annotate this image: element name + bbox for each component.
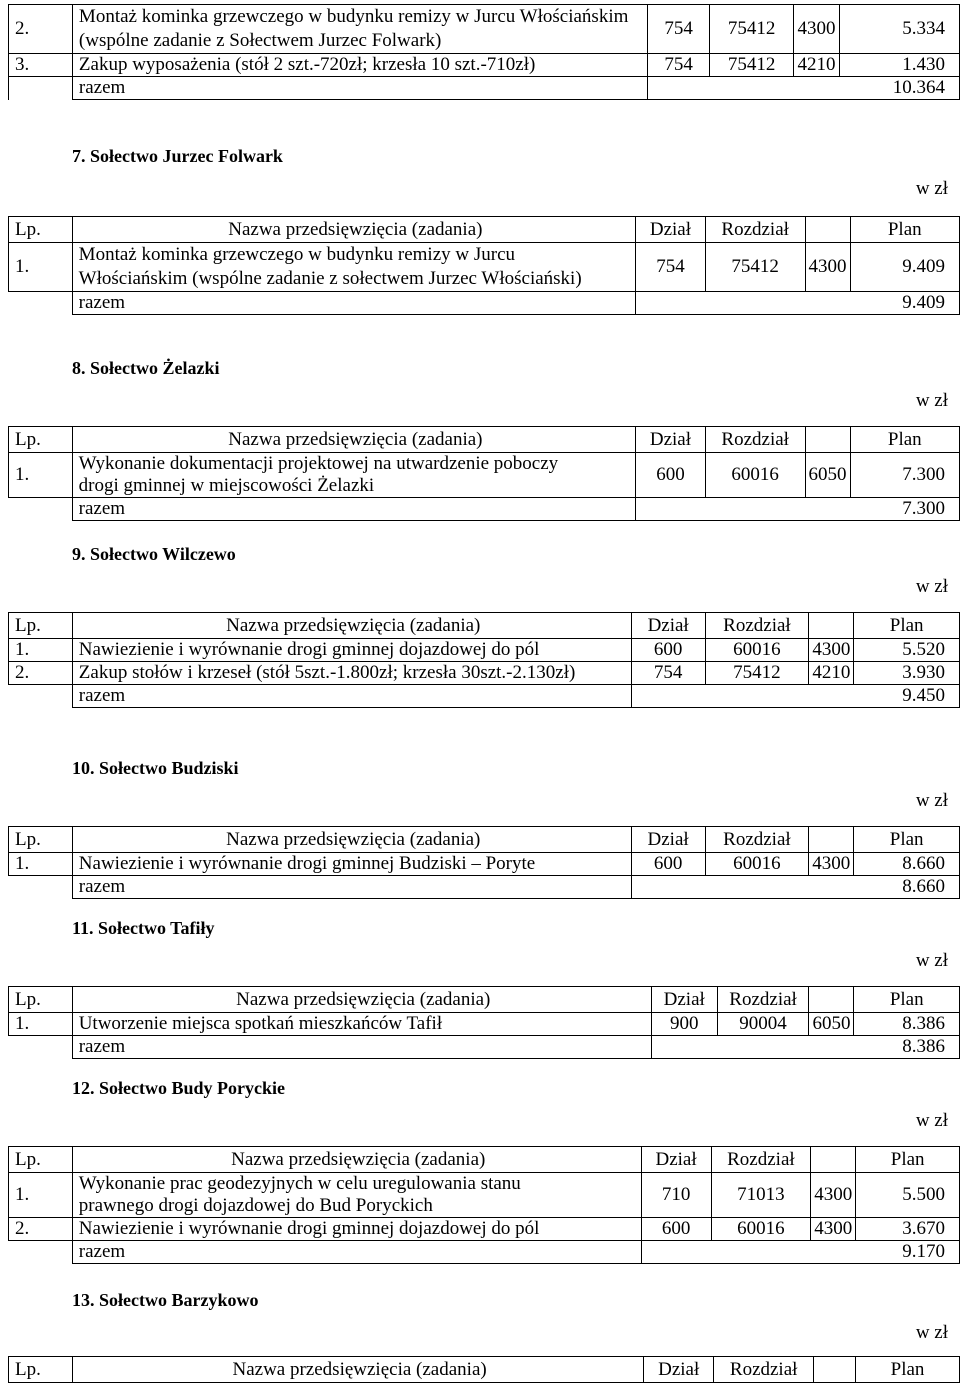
unit-label: w zł — [915, 1322, 948, 1343]
row-par: 4300 — [811, 1218, 856, 1241]
razem-row — [9, 77, 960, 100]
row-par: 4210 — [809, 662, 854, 685]
header-lp: Lp. — [9, 427, 73, 453]
row-dzial: 710 — [641, 1173, 711, 1218]
row-name: Montaż kominka grzewczego w budynku remizy w Jurcu Włościańskim (wspólne zadanie z sołectwem Jurzec Włościański) — [72, 243, 635, 292]
razem-label: razem — [72, 685, 631, 708]
row-dzial: 600 — [631, 639, 705, 662]
row-rozdzial: 75412 — [710, 54, 794, 77]
row-rozdzial: 75412 — [705, 662, 809, 685]
row-plan: 5.520 — [854, 639, 960, 662]
table-row — [9, 5, 960, 54]
unit-label: w zł — [915, 1110, 948, 1131]
row-plan: 3.670 — [856, 1218, 960, 1241]
header-lp: Lp. — [9, 1357, 73, 1383]
header-row — [9, 987, 960, 1013]
row-name: Nawiezienie i wyrównanie drogi gminnej dojazdowej do pól — [72, 639, 631, 662]
table-row — [9, 54, 960, 77]
row-rozdzial: 71013 — [711, 1173, 811, 1218]
row-par: 4300 — [811, 1173, 856, 1218]
row-plan: 8.386 — [854, 1013, 960, 1036]
header-name: Nazwa przedsięwzięcia (zadania) — [72, 1357, 643, 1383]
row-name: Wykonanie dokumentacji projektowej na utwardzenie poboczy drogi gminnej w miejscowości Żelazki — [72, 453, 635, 498]
table-row — [9, 662, 960, 685]
row-rozdzial: 60016 — [711, 1218, 811, 1241]
row-lp: 1. — [9, 1013, 73, 1036]
section-title: 11. Sołectwo Tafiły — [72, 918, 215, 938]
header-row — [9, 613, 960, 639]
row-dzial: 754 — [648, 5, 710, 54]
row-dzial: 600 — [641, 1218, 711, 1241]
row-par: 4300 — [805, 243, 850, 292]
section-title: 13. Sołectwo Barzykowo — [72, 1290, 259, 1310]
row-plan: 7.300 — [850, 453, 959, 498]
row-par: 4300 — [794, 5, 840, 54]
row-name: Utworzenie miejsca spotkań mieszkańców Tafił — [72, 1013, 651, 1036]
razem-label: razem — [72, 292, 635, 315]
unit-label: w zł — [915, 576, 948, 597]
unit-label: w zł — [915, 390, 948, 411]
razem-label: razem — [72, 876, 631, 899]
header-row — [9, 1357, 960, 1383]
unit-label: w zł — [915, 178, 948, 199]
row-name: Nawiezienie i wyrównanie drogi gminnej Budziski – Poryte — [72, 853, 631, 876]
row-par: 4300 — [809, 853, 854, 876]
header-plan: Plan — [854, 827, 960, 853]
header-row — [9, 217, 960, 243]
section-title: 7. Sołectwo Jurzec Folwark — [72, 146, 283, 166]
table-s10 — [8, 826, 960, 899]
section-title: 10. Sołectwo Budziski — [72, 758, 239, 778]
table-s11 — [8, 986, 960, 1059]
row-name: Nawiezienie i wyrównanie drogi gminnej dojazdowej do pól — [72, 1218, 641, 1241]
header-rozdzial: Rozdział — [705, 613, 809, 639]
header-plan: Plan — [850, 217, 959, 243]
row-plan: 8.660 — [854, 853, 960, 876]
header-rozdzial: Rozdział — [705, 427, 805, 453]
table-row — [9, 1013, 960, 1036]
table-row — [9, 243, 960, 292]
razem-value: 9.170 — [856, 1241, 960, 1264]
row-dzial: 900 — [651, 1013, 717, 1036]
header-lp: Lp. — [9, 217, 73, 243]
razem-value: 7.300 — [850, 498, 959, 521]
table-s7 — [8, 216, 960, 315]
header-dzial: Dział — [636, 217, 706, 243]
row-name: Wykonanie prac geodezyjnych w celu uregulowania stanu prawnego drogi dojazdowej do Bud Poryckich — [72, 1173, 641, 1218]
row-rozdzial: 90004 — [717, 1013, 809, 1036]
header-row — [9, 427, 960, 453]
row-par: 6050 — [805, 453, 850, 498]
header-rozdzial: Rozdział — [711, 1147, 811, 1173]
razem-label: razem — [72, 1036, 651, 1059]
header-rozdzial: Rozdział — [705, 217, 805, 243]
section-title: 12. Sołectwo Budy Poryckie — [72, 1078, 285, 1098]
header-rozdzial: Rozdział — [717, 987, 809, 1013]
row-lp: 2. — [9, 1218, 73, 1241]
header-plan: Plan — [854, 613, 960, 639]
row-lp: 1. — [9, 1173, 73, 1218]
header-lp: Lp. — [9, 1147, 73, 1173]
row-plan: 9.409 — [850, 243, 959, 292]
razem-value: 9.450 — [854, 685, 960, 708]
header-dzial: Dział — [631, 613, 705, 639]
row-par: 6050 — [809, 1013, 854, 1036]
row-lp: 1. — [9, 453, 73, 498]
section-title: 9. Sołectwo Wilczewo — [72, 544, 236, 564]
header-dzial: Dział — [644, 1357, 714, 1383]
table-row — [9, 453, 960, 498]
row-lp: 3. — [9, 54, 73, 77]
header-lp: Lp. — [9, 987, 73, 1013]
row-rozdzial: 60016 — [705, 853, 809, 876]
row-name: Zakup stołów i krzeseł (stół 5szt.-1.800zł; krzesła 30szt.-2.130zł) — [72, 662, 631, 685]
row-dzial: 754 — [631, 662, 705, 685]
row-lp: 1. — [9, 639, 73, 662]
razem-value: 8.386 — [854, 1036, 960, 1059]
razem-label: razem — [72, 1241, 641, 1264]
header-name: Nazwa przedsięwzięcia (zadania) — [72, 427, 635, 453]
header-rozdzial: Rozdział — [714, 1357, 814, 1383]
table-row — [9, 1218, 960, 1241]
razem-row — [9, 1036, 960, 1059]
table-row — [9, 639, 960, 662]
table-s8 — [8, 426, 960, 521]
table-s12 — [8, 1146, 960, 1264]
header-name: Nazwa przedsięwzięcia (zadania) — [72, 1147, 641, 1173]
razem-label: razem — [72, 77, 647, 100]
row-lp: 1. — [9, 853, 73, 876]
table-row — [9, 853, 960, 876]
row-lp: 1. — [9, 243, 73, 292]
header-dzial: Dział — [651, 987, 717, 1013]
row-par: 4300 — [809, 639, 854, 662]
row-rozdzial: 75412 — [705, 243, 805, 292]
header-plan: Plan — [856, 1147, 960, 1173]
header-plan: Plan — [856, 1357, 960, 1383]
section-title: 8. Sołectwo Żelazki — [72, 358, 220, 378]
header-name: Nazwa przedsięwzięcia (zadania) — [72, 827, 631, 853]
razem-row — [9, 685, 960, 708]
row-lp: 2. — [9, 5, 73, 54]
header-plan: Plan — [850, 427, 959, 453]
row-rozdzial: 60016 — [705, 639, 809, 662]
row-plan: 5.334 — [840, 5, 960, 54]
row-plan: 5.500 — [856, 1173, 960, 1218]
row-dzial: 754 — [636, 243, 706, 292]
row-name: Montaż kominka grzewczego w budynku remizy w Jurcu Włościańskim (wspólne zadanie z Sołectwem Jurzec Folwark) — [72, 5, 647, 54]
row-name: Zakup wyposażenia (stół 2 szt.-720zł; krzesła 10 szt.-710zł) — [72, 54, 647, 77]
table-row — [9, 1173, 960, 1218]
row-rozdzial: 60016 — [705, 453, 805, 498]
header-lp: Lp. — [9, 613, 73, 639]
row-par: 4210 — [794, 54, 840, 77]
header-name: Nazwa przedsięwzięcia (zadania) — [72, 987, 651, 1013]
header-row — [9, 827, 960, 853]
header-dzial: Dział — [636, 427, 706, 453]
header-name: Nazwa przedsięwzięcia (zadania) — [72, 217, 635, 243]
row-plan: 1.430 — [840, 54, 960, 77]
razem-value: 9.409 — [850, 292, 959, 315]
header-lp: Lp. — [9, 827, 73, 853]
razem-value: 8.660 — [854, 876, 960, 899]
row-plan: 3.930 — [854, 662, 960, 685]
table-top — [8, 4, 960, 100]
table-s13 — [8, 1356, 960, 1383]
row-rozdzial: 75412 — [710, 5, 794, 54]
razem-value: 10.364 — [840, 77, 960, 100]
header-plan: Plan — [854, 987, 960, 1013]
header-row — [9, 1147, 960, 1173]
row-dzial: 754 — [648, 54, 710, 77]
row-lp: 2. — [9, 662, 73, 685]
header-dzial: Dział — [641, 1147, 711, 1173]
header-rozdzial: Rozdział — [705, 827, 809, 853]
unit-label: w zł — [915, 950, 948, 971]
table-s9 — [8, 612, 960, 708]
razem-row — [9, 876, 960, 899]
header-name: Nazwa przedsięwzięcia (zadania) — [72, 613, 631, 639]
row-dzial: 600 — [636, 453, 706, 498]
razem-row — [9, 498, 960, 521]
row-dzial: 600 — [631, 853, 705, 876]
unit-label: w zł — [915, 790, 948, 811]
razem-row — [9, 1241, 960, 1264]
razem-label: razem — [72, 498, 635, 521]
razem-row — [9, 292, 960, 315]
header-dzial: Dział — [631, 827, 705, 853]
